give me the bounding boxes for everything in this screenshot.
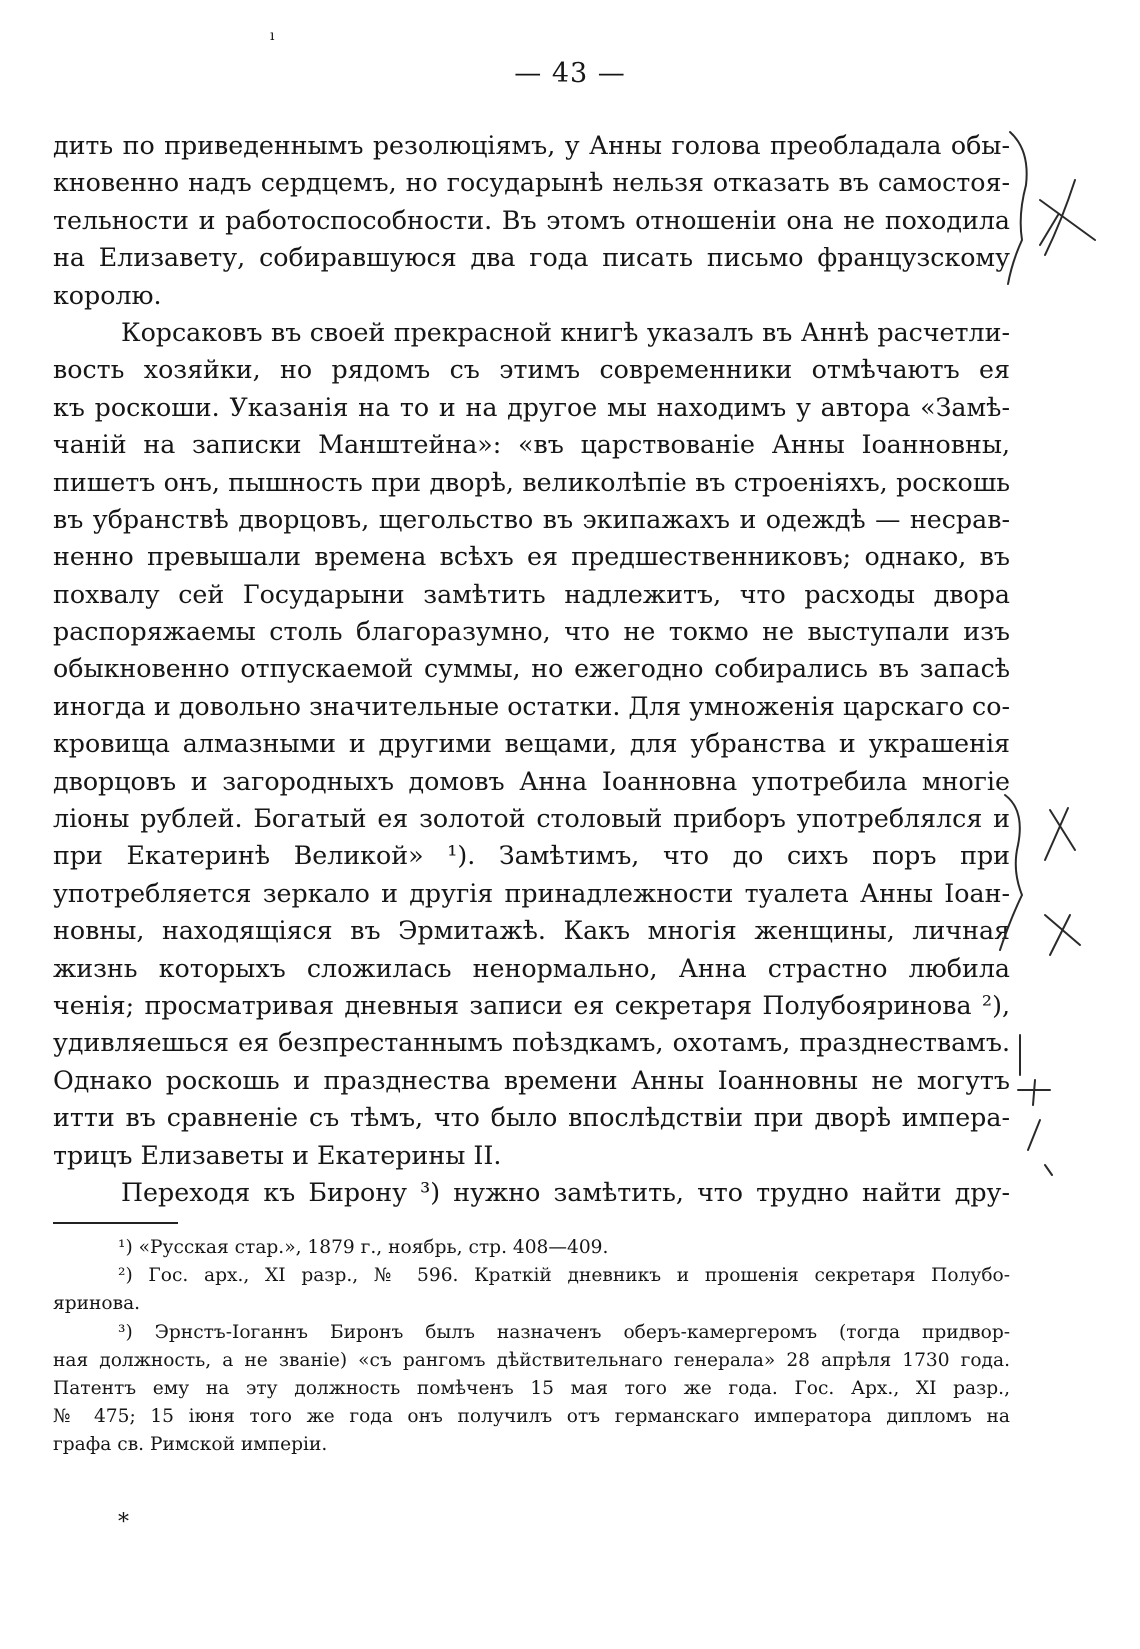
text-line: чаній на записки Манштейна»: «въ царствованіе Анны Іоанновны, bbox=[53, 430, 1010, 460]
footnote-line: ²) Гос. арх., XI разр., № 596. Краткій дневникъ и прошенія секретаря Полубо- bbox=[118, 1265, 1010, 1287]
text-line: тельности и работоспособности. Въ этомъ отношеніи она не походила bbox=[53, 205, 1010, 235]
text-line: при Екатеринѣ Великой» ¹). Замѣтимъ, что до сихъ поръ при bbox=[53, 841, 1010, 871]
text-line: похвалу сей Государыни замѣтить надлежитъ, что расходы двора bbox=[53, 579, 1010, 609]
body-text bbox=[53, 127, 1010, 1211]
text-line: вость хозяйки, но рядомъ съ этимъ современники отмѣчаютъ ея bbox=[53, 355, 1010, 385]
text-line: ненно превышали времена всѣхъ ея предшественниковъ; однако, въ bbox=[53, 542, 1010, 572]
text-line: къ роскоши. Указанія на то и на другое мы находимъ у автора «Замѣ- bbox=[53, 392, 1010, 422]
text-line: Переходя къ Бирону ³) нужно замѣтить, что трудно найти дру- bbox=[121, 1177, 1010, 1207]
footnote-line: ¹) «Русская стар.», 1879 г., ноябрь, стр. 408—409. bbox=[118, 1237, 609, 1258]
margin-cross-top bbox=[1040, 180, 1095, 255]
text-line: жизнь которыхъ сложилась ненормально, Анна страстно любила bbox=[53, 953, 1010, 983]
text-line: трицъ Елизаветы и Екатерины II. bbox=[53, 1140, 502, 1170]
text-line: новны, находящіяся въ Эрмитажѣ. Какъ многія женщины, личная bbox=[53, 916, 1010, 946]
text-line: ліоны рублей. Богатый ея золотой столовый приборъ употреблялся и bbox=[53, 804, 1010, 834]
footnote-line: яринова. bbox=[53, 1293, 141, 1315]
text-line: въ убранствѣ дворцовъ, щегольство въ экипажахъ и одеждѣ — несрав- bbox=[53, 504, 1010, 534]
margin-bracket-top bbox=[1008, 132, 1027, 284]
text-line: дить по приведеннымъ резолюціямъ, у Анны голова преобладала обы- bbox=[53, 131, 1010, 160]
text-line: Однако роскошь и празднества времени Анны Іоанновны не могутъ bbox=[53, 1065, 1010, 1095]
footnote-line: ная должность, а не званіе) «съ рангомъ дѣйствительнаго генерала» 28 апрѣля 1730 года. bbox=[53, 1349, 1010, 1371]
text-line: на Елизавету, собиравшуюся два года писать письмо французскому bbox=[53, 243, 1010, 273]
text-line: распоряжаемы столь благоразумно, что не токмо не выступали изъ bbox=[53, 617, 1010, 647]
text-line: дворцовъ и загородныхъ домовъ Анна Іоанновна употребила многіе bbox=[53, 766, 1010, 796]
margin-cross-low bbox=[1045, 915, 1080, 955]
text-line: обыкновенно отпускаемой суммы, но ежегодно собирались въ запасѣ bbox=[53, 654, 1010, 684]
stray-mark: ı bbox=[270, 28, 275, 44]
text-line: королю. bbox=[53, 280, 162, 310]
margin-ticks bbox=[1018, 1035, 1052, 1175]
page-number: — 43 — bbox=[514, 58, 626, 89]
text-line: удивляешься ея безпрестаннымъ поѣздкамъ, охотамъ, празднествамъ. bbox=[53, 1028, 1010, 1058]
text-line: употребляется зеркало и другія принадлежности туалета Анны Іоан- bbox=[53, 878, 1010, 908]
text-line: ченія; просматривая дневныя записи ея секретаря Полубояринова ²), bbox=[53, 990, 1010, 1020]
text-line: Корсаковъ въ своей прекрасной книгѣ указалъ въ Аннѣ расчетли- bbox=[121, 317, 1010, 347]
text-line: кровища алмазными и другими вещами, для убранства и украшенія bbox=[53, 729, 1010, 759]
text-line: пишетъ онъ, пышность при дворѣ, великолѣпіе въ строеніяхъ, роскошь bbox=[53, 467, 1010, 497]
asterisk-mark: * bbox=[118, 1510, 129, 1535]
margin-cross-mid bbox=[1045, 808, 1075, 860]
footnote-line: Патентъ ему на эту должность помѣченъ 15 мая того же года. Гос. Арх., XI разр., bbox=[53, 1377, 1010, 1399]
text-line: итти въ сравненіе съ тѣмъ, что было впослѣдствіи при дворѣ импера- bbox=[53, 1103, 1010, 1133]
footnotes bbox=[53, 1234, 1010, 1460]
text-line: кновенно надъ сердцемъ, но государынѣ нельзя отказать въ самостоя- bbox=[53, 168, 1010, 198]
footnote-line: ³) Эрнстъ-Іоганнъ Биронъ былъ назначенъ оберъ-камергеромъ (тогда придвор- bbox=[118, 1321, 1010, 1343]
text-line: иногда и довольно значительные остатки. Для умноженія царскаго со- bbox=[53, 691, 1010, 721]
footnote-rule bbox=[53, 1222, 178, 1224]
footnote-line: графа св. Римской имперіи. bbox=[53, 1434, 328, 1456]
footnote-line: № 475; 15 іюня того же года онъ получилъ отъ германскаго императора дипломъ на bbox=[53, 1406, 1010, 1428]
